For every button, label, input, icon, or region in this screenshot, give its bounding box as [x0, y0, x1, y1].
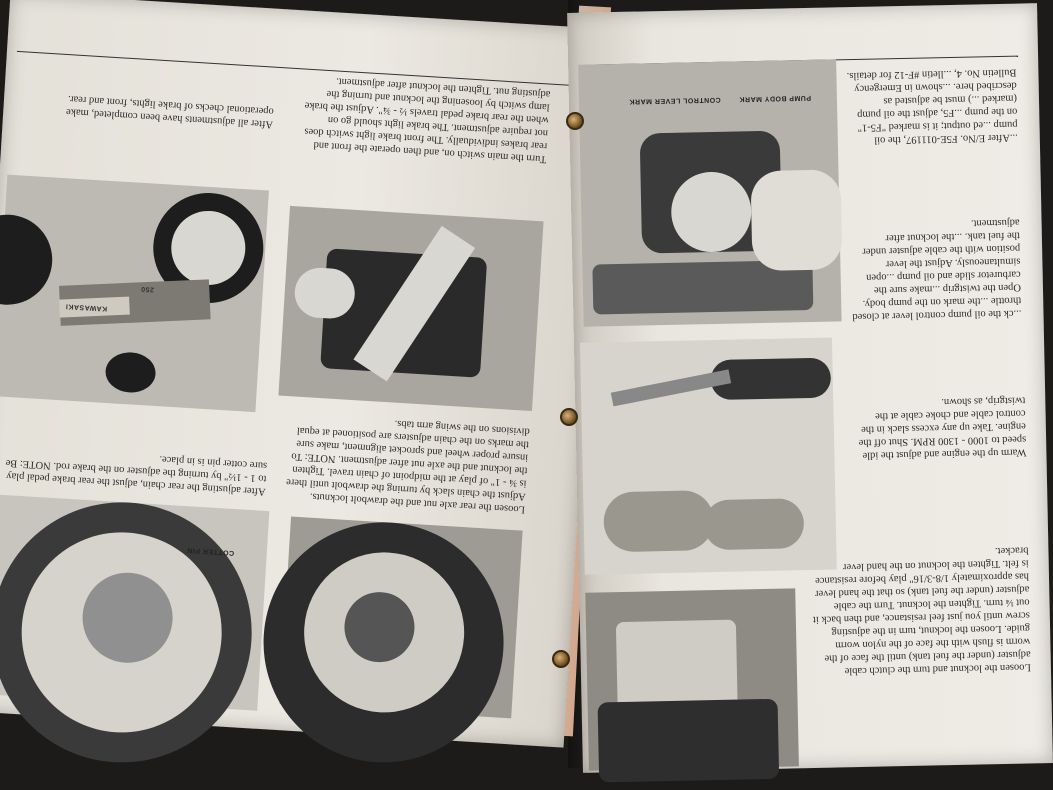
clutch-photo — [585, 588, 799, 770]
left-text-brake-pedal: After adjusting the rear chain, adjust the rear brake pedal play to 1 - 1½" by turning the adjuster on the brake rod. NOTE: Be sure cotter pin is in place. — [5, 453, 268, 497]
rear-wheel-photo — [0, 494, 269, 711]
binder-ring-middle — [560, 408, 578, 426]
left-text-top: After all adjustments have been completed, make operational checks of brake lights, front and rear. — [65, 93, 275, 130]
left-text-chain: Loosen the rear axle nut and the drawbolt locknuts. Adjust the chain slack by turning the drawbolt until there is ¾ - 1" of play at the midpoint of chain travel. Tighten the locknut and the axle nut after adjustment. NOTE: To insure proper wheel and sprocket alignment, make sure the marks on the chain adjusters are positioned at equal divisions on the swing arm tabs. — [285, 417, 531, 515]
right-page — [567, 3, 1053, 773]
pump-body-mark-label: PUMP BODY MARK — [738, 93, 812, 103]
right-text-clutch: Loosen the locknut and turn the clutch cable adjuster (under the fuel tank) until the face of the worm is flush with the face of the nylon worm guide. Loosen the locknut, turn in the adjusting screw until you just feel resistance, and then back it out ¼ turn. Tighten the locknut. Turn the cable adjuster (under the fuel tank) so that the hand lever has approximately 1/8-3/16" play before resistance is felt. Tighten the locknut on the hand lever bracket. — [812, 544, 1032, 677]
bike-photo — [0, 175, 269, 413]
right-text-idle: Warm up the engine and adjust the idle speed to 1000 - 1300 RPM. Shut off the engine. Take up any excess slack in the control cable and choke cable at the twistgrip, as shown. — [858, 394, 1027, 461]
cotter-pin-label: COTTER PIN — [186, 546, 235, 557]
control-lever-mark-label: CONTROL LEVER MARK — [628, 95, 721, 105]
chain-adjust-photo — [280, 517, 523, 719]
brake-switch-photo — [278, 206, 543, 411]
bike-logo: KAWASAKI — [65, 302, 108, 312]
left-text-brake-light: Turn the main switch on, and then operate the front and rear brakes individually. The front brake light switch does not require adjustment. The brake light should go on when the rear brake pedal travels ½ - ¾". Adjust the brake lamp switch by loosening the locknut and turning the adjusting nut. Tighten the locknut after adjustment. — [304, 75, 551, 165]
top-rule — [17, 51, 576, 86]
binder-ring-bottom — [552, 650, 570, 668]
twistgrip-photo — [580, 338, 837, 575]
bike-number: 250 — [140, 284, 155, 293]
right-text-oil-pump: ...After E/No. F5E-011197, the oil pump ...ed output; it is marked "F5-1" on the pump ...F5, adjust the oil pump (marked ...) must be adjusted as described here. ...shown in Emergency Bulletin No. 4, ...lletin #F-12 for details. — [846, 66, 1018, 146]
right-text-pump-lever: ...ck the oil pump control lever at closed throttle ...the mark on the pump body. Open the twistgrip ...make sure the carburetor slide and oil pump ...open simultaneously. Adjust the lever position with the cable adjuster under the fuel tank. ...the locknut after adjustment. — [852, 216, 1022, 323]
binder-ring-top — [566, 112, 584, 130]
